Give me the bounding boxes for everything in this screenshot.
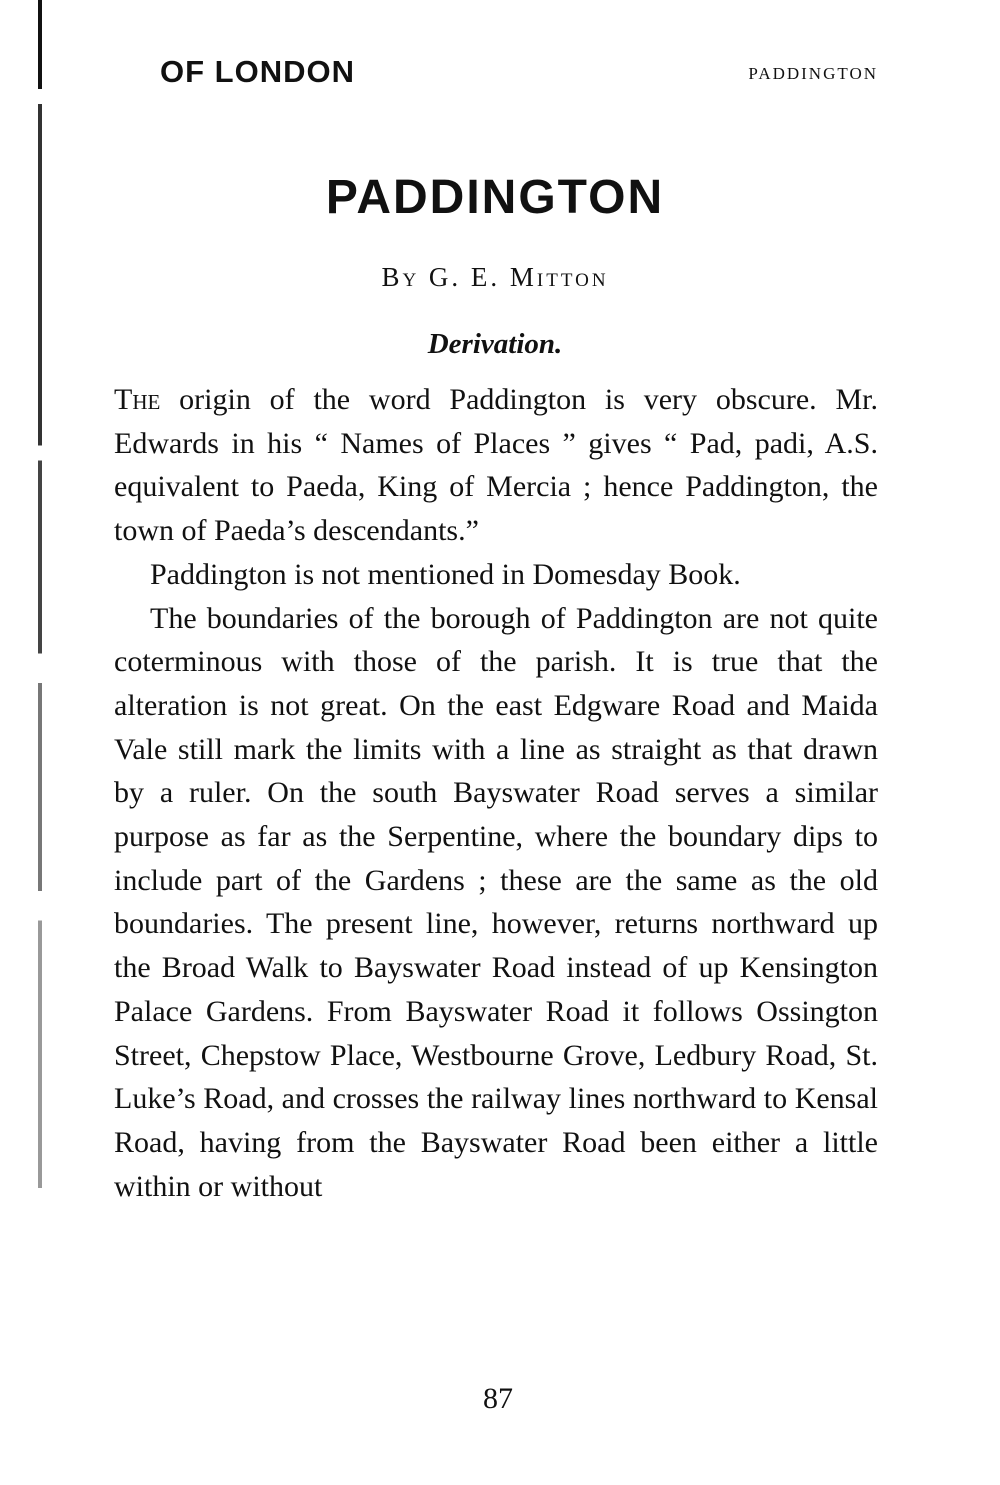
page-number: 87 — [483, 1382, 513, 1415]
section-heading: Derivation. — [427, 328, 563, 360]
paragraph-domesday — [114, 553, 878, 597]
paragraph-text: origin of the word Paddington is very obscure. Mr. Edwards in his “ Names of Places ” gives “ Pad, padi, A.S. equivalent to Paeda, King of Mercia ; hence Paddington, the town of Paeda’s descendants.” — [114, 383, 878, 548]
paragraph-text: Paddington is not mentioned in Domesday Book. — [150, 557, 741, 591]
paragraph-derivation — [114, 378, 878, 553]
body-text — [114, 378, 878, 1208]
paragraph-text: The boundaries of the borough of Paddington are not quite coterminous with those of the parish. It is true that the alteration is not great. On the east Edgware Road and Maida Vale still mark the limits with a line as straight as that drawn by a ruler. On the south Bayswater Road serves a similar purpose as far as the Serpentine, where the boundary dips to include part of the Gardens ; these are the same as the old boundaries. The present line, however, returns northward up the Broad Walk to Bayswater Road instead of up Kensington Palace Gardens. From Bayswater Road it follows Ossington Street, Chepstow Place, Westbourne Grove, Ledbury Road, St. Luke’s Road, and crosses the railway lines northward to Kensal Road, having from the Bayswater Road been either a little within or without — [114, 601, 878, 1203]
running-head-right: PADDINGTON — [748, 64, 878, 83]
paragraph-lead-word: The — [114, 383, 161, 416]
article-byline: By G. E. Mitton — [381, 262, 609, 292]
running-head-left: OF LONDON — [160, 54, 355, 89]
paragraph-boundaries — [114, 597, 878, 1209]
article-title: PADDINGTON — [325, 171, 665, 224]
